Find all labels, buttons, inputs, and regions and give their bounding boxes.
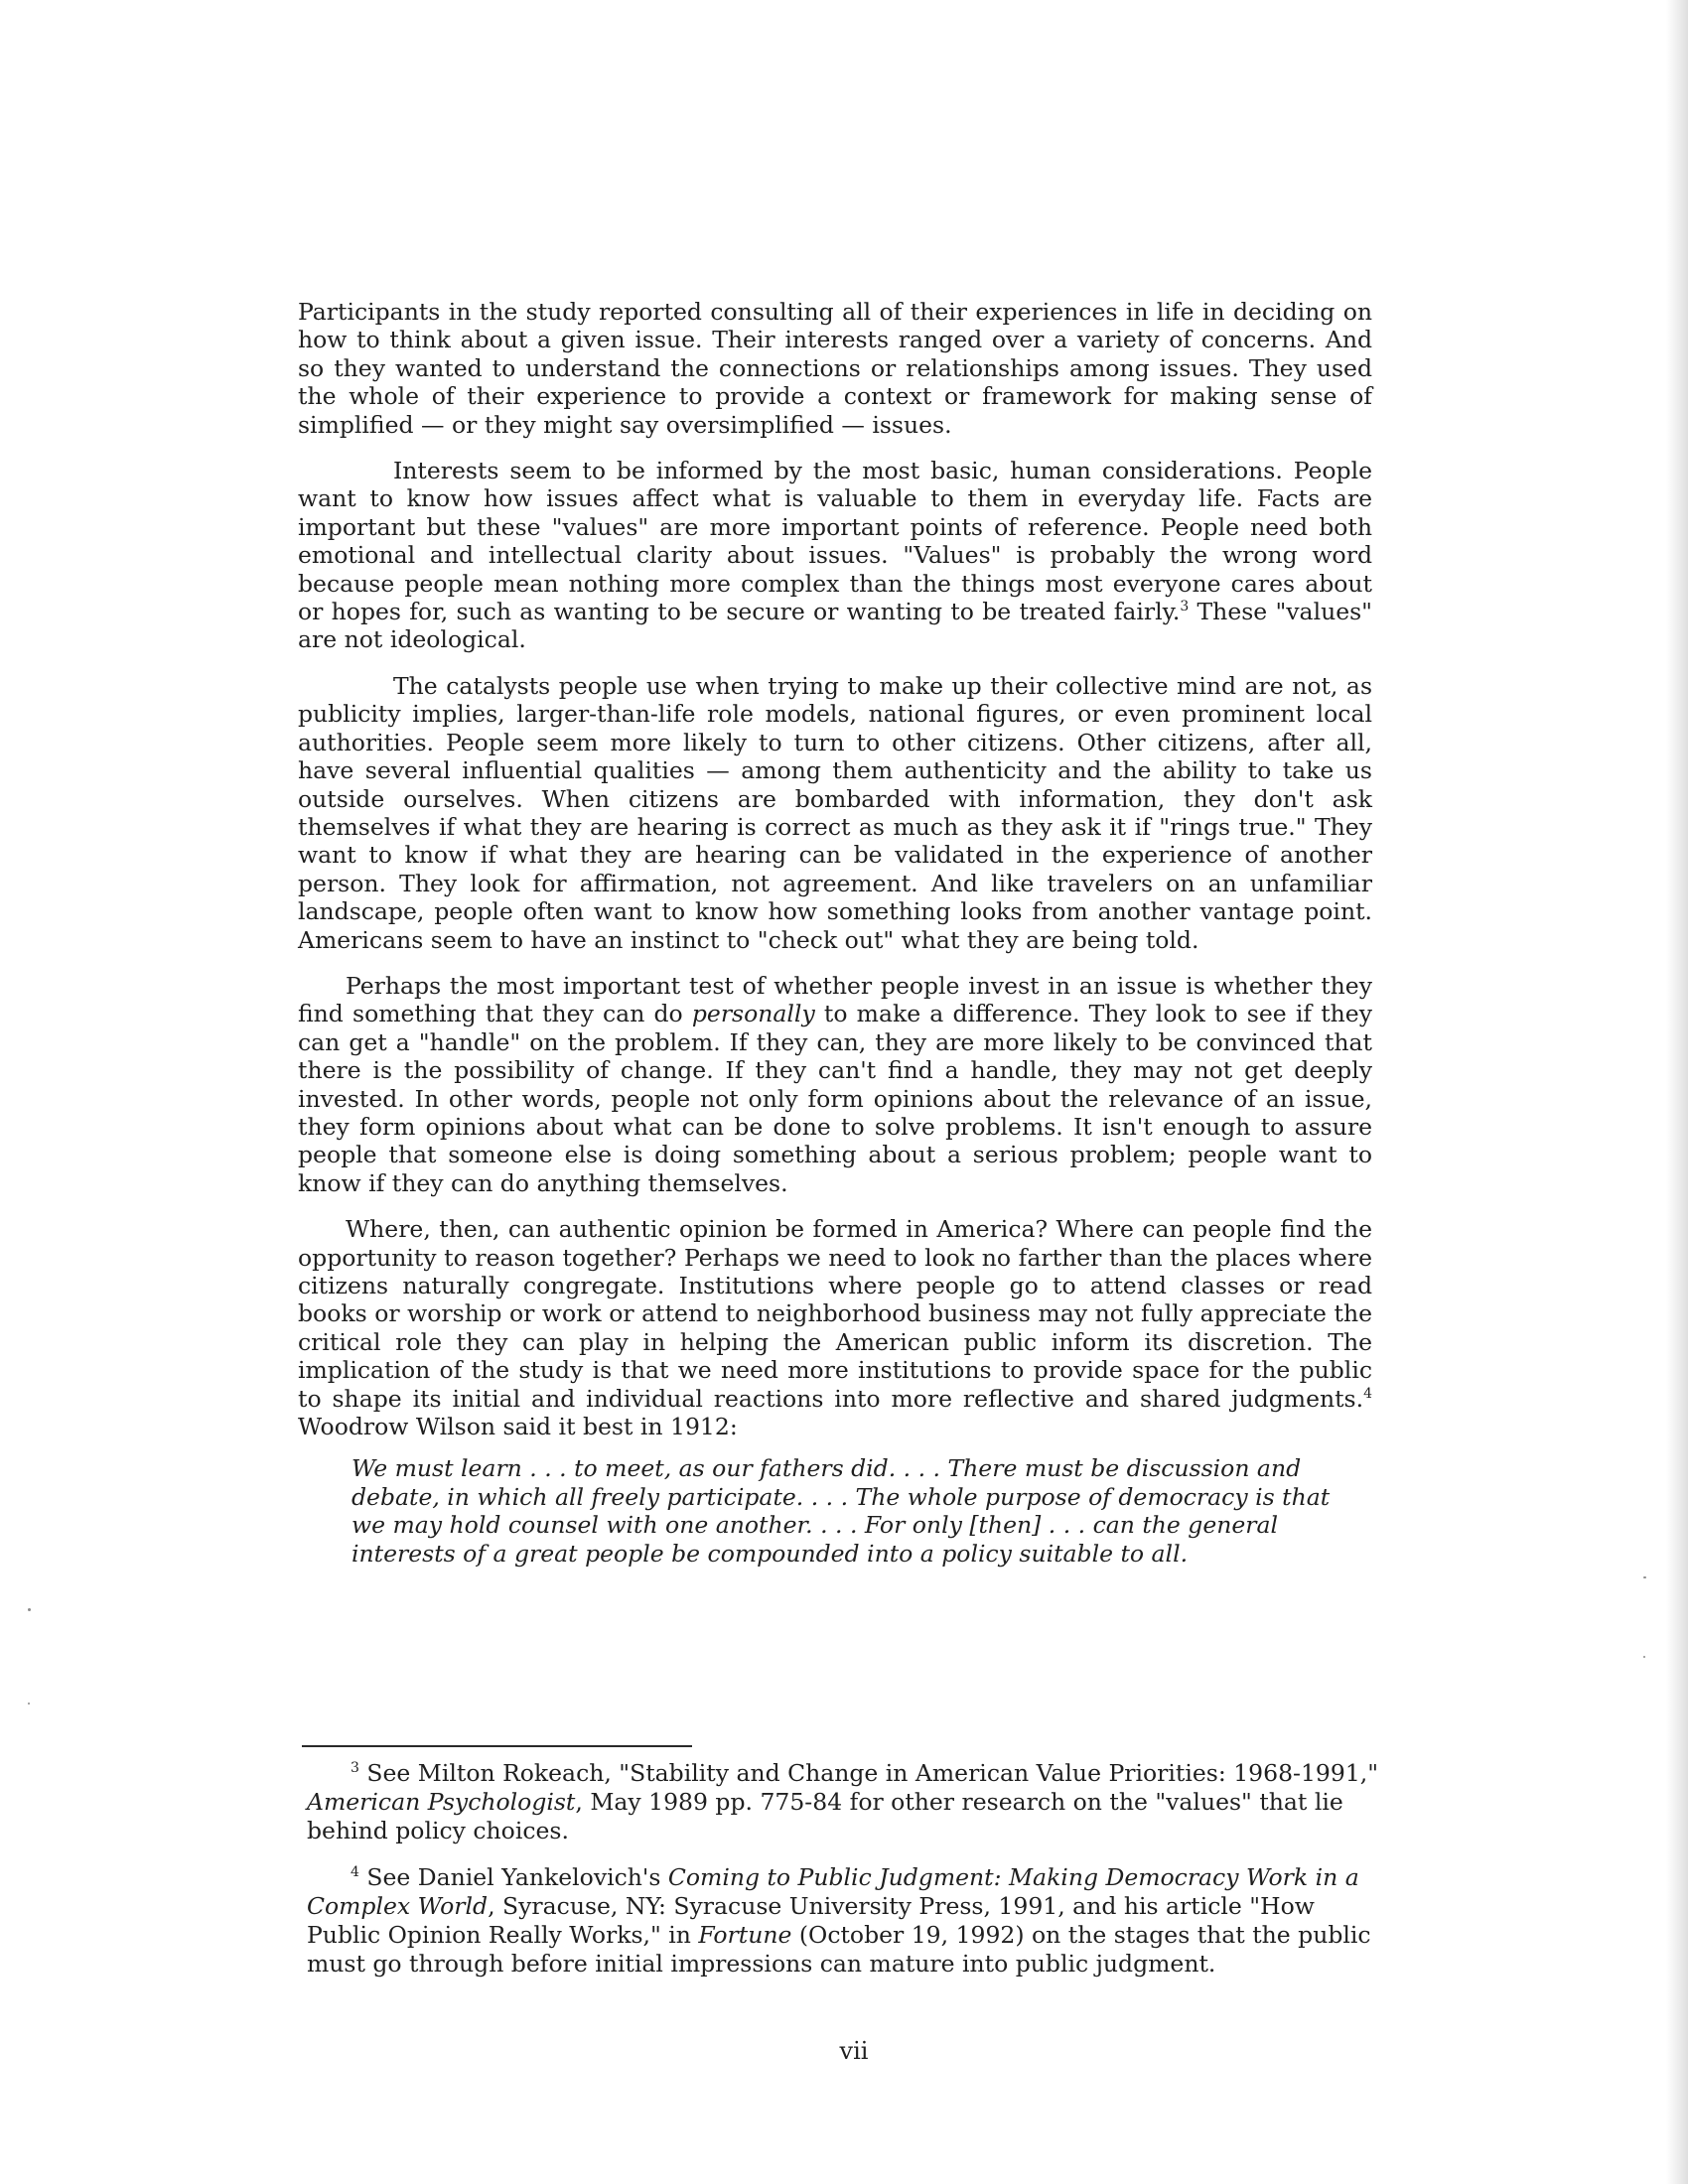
paragraph-2 xyxy=(298,457,1372,654)
paragraph-2-text-before: Interests seem to be informed by the most basic, human considerations. People want to know how issues affect what is valuable to them in everyday life. Facts are important but these "values" are more important points of reference. People need both emotional and intellectual clarity about issues. "Values" is probably the wrong word because people mean nothing more complex than the things most everyone cares about or hopes for, such as wanting to be secure or wanting to be treated fairly. xyxy=(298,457,1372,626)
paragraph-1 xyxy=(298,298,1372,439)
footnote-3-text-after: , May 1989 pp. 775-84 for other research on the "values" that lie behind policy choices. xyxy=(307,1788,1343,1844)
paragraph-3 xyxy=(298,672,1372,954)
paragraph-3-text: The catalysts people use when trying to make up their collective mind are not, as publicity implies, larger-than-life role models, national figures, or even prominent local authorities. People seem more likely to turn to other citizens. Other citizens, after all, have several influential qualities — among them authenticity and the ability to take us outside ourselves. When citizens are bombarded with information, they don't ask themselves if what they are hearing is correct as much as they ask it if "rings true." They want to know if what they are hearing can be validated in the experience of another person. They look for affirmation, not agreement. And like travelers on an unfamiliar landscape, people often want to know how something looks from another vantage point. Americans seem to have an instinct to "check out" what they are being told. xyxy=(298,671,1372,954)
block-quote: We must learn . . . to meet, as our fathers did. . . . There must be discussion and debate, in which all freely participate. . . . The whole purpose of democracy is that we may hold counsel with one another. . . . For only [then] . . . can the general interests of a great people be compounded into a policy suitable to all. xyxy=(352,1454,1331,1568)
paragraph-5 xyxy=(298,1215,1372,1440)
footnote-4 xyxy=(307,1863,1381,1979)
page-number: vii xyxy=(839,2037,869,2065)
footnote-3-title: American Psychologist xyxy=(307,1788,576,1816)
paragraph-4-emphasis: personally xyxy=(691,1000,815,1028)
footnote-4-text-before: See Daniel Yankelovich's xyxy=(358,1863,668,1891)
scan-speck xyxy=(28,1703,30,1705)
footnote-4-title: Coming to Public Judgment: Making Democracy Work in a Complex World xyxy=(307,1863,1359,1920)
body-text xyxy=(298,298,1372,1568)
footnote-4-text-middle: , Syracuse, NY: Syracuse University Press, 1991, and his article "How Public Opinion Really Works," in xyxy=(307,1892,1315,1949)
paragraph-2-text-after: These "values" are not ideological. xyxy=(298,598,1372,654)
paragraph-5-text-after: Woodrow Wilson said it best in 1912: xyxy=(298,1413,738,1441)
page-edge-shadow xyxy=(1666,0,1688,2184)
footnote-4-marker: 4 xyxy=(351,1864,359,1881)
footnote-4-title2: Fortune xyxy=(698,1921,792,1949)
footnote-3-text-before: See Milton Rokeach, "Stability and Change in American Value Priorities: 1968-1991," xyxy=(358,1759,1379,1787)
scan-speck xyxy=(1643,1656,1645,1658)
footnote-3-marker: 3 xyxy=(351,1760,359,1777)
footnote-ref-3: 3 xyxy=(1180,599,1190,615)
scan-speck xyxy=(28,1608,31,1611)
footnote-separator xyxy=(302,1745,692,1747)
footnotes xyxy=(307,1759,1381,1996)
paragraph-4-text-before: Perhaps the most important test of whether people invest in an issue is whether they find something that they can do xyxy=(298,971,1372,1028)
paragraph-5-text-before: Where, then, can authentic opinion be formed in America? Where can people find the opportunity to reason together? Perhaps we need to look no farther than the places where citizens naturally congregate. Institutions where people go to attend classes or read books or worship or work or attend to neighborhood business may not fully appreciate the critical role they can play in helping the American public inform its discretion. The implication of the study is that we need more institutions to provide space for the public to shape its initial and individual reactions into more reflective and shared judgments. xyxy=(298,1215,1372,1413)
scan-speck xyxy=(1643,1576,1646,1578)
paragraph-4 xyxy=(298,972,1372,1197)
footnote-ref-4: 4 xyxy=(1363,1385,1372,1402)
footnote-3 xyxy=(307,1759,1381,1845)
paragraph-1-text: Participants in the study reported consulting all of their experiences in life in deciding on how to think about a given issue. Their interests ranged over a variety of concerns. And so they wanted to understand the connections or relationships among issues. They used the whole of their experience to provide a context or framework for making sense of simplified — or they might say oversimplified — issues. xyxy=(298,298,1372,439)
footnote-4-text-after: (October 19, 1992) on the stages that the public must go through before initial impressions can mature into public judgment. xyxy=(307,1921,1371,1978)
paragraph-4-text-after: to make a difference. They look to see if they can get a "handle" on the problem. If they can, they are more likely to be convinced that there is the possibility of change. If they can't find a handle, they may not get deeply invested. In other words, people not only form opinions about the relevance of an issue, they form opinions about what can be done to solve problems. It isn't enough to assure people that someone else is doing something about a serious problem; people want to know if they can do anything themselves. xyxy=(298,1000,1372,1197)
